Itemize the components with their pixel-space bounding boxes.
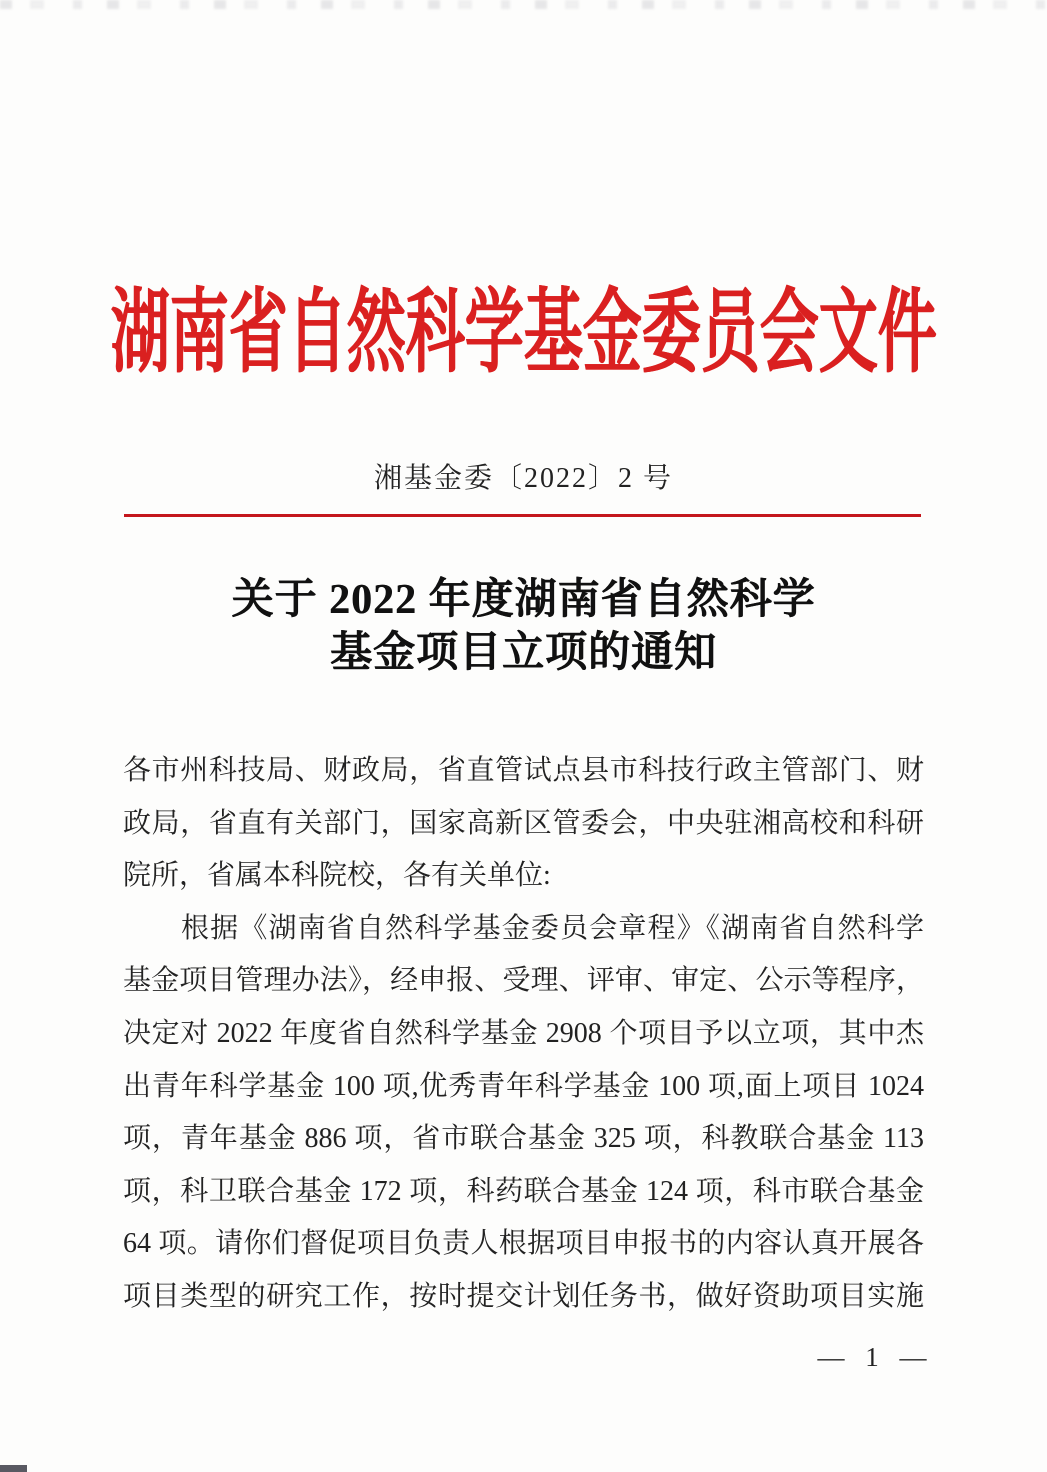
body-line: 各市州科技局、财政局，省直管试点县市科技行政主管部门、财 bbox=[123, 755, 924, 786]
body-line: 决定对 2022 年度省自然科学基金 2908 个项目予以立项，其中杰 bbox=[123, 1017, 924, 1049]
notice-title bbox=[0, 574, 1047, 680]
scan-artifact-corner bbox=[0, 1465, 27, 1472]
red-rule-divider bbox=[124, 514, 921, 517]
body-line: 项目类型的研究工作，按时提交计划任务书，做好资助项目实施 bbox=[123, 1280, 924, 1312]
notice-title-line2: 基金项目立项的通知 bbox=[329, 630, 717, 676]
doc-number: 湘基金委〔2022〕2 号 bbox=[373, 463, 673, 494]
body-line: 项，科卫联合基金 172 项，科药联合基金 124 项，科市联合基金 bbox=[123, 1175, 924, 1207]
scan-artifact-top bbox=[0, 0, 1047, 9]
body-line: 出青年科学基金 100 项,优秀青年科学基金 100 项,面上项目 1024 bbox=[123, 1070, 924, 1102]
body-line: 根据《湖南省自然科学基金委员会章程》《湖南省自然科学 bbox=[181, 912, 924, 944]
body-line: 64 项。请你们督促项目负责人根据项目申报书的内容认真开展各 bbox=[123, 1228, 924, 1260]
masthead-title: 湖南省自然科学基金委员会文件 bbox=[110, 281, 937, 384]
notice-title-line1: 关于 2022 年度湖南省自然科学 bbox=[231, 577, 816, 623]
body-text bbox=[123, 745, 924, 1324]
page-number: — 1 — bbox=[817, 1342, 934, 1372]
body-line: 政局，省直有关部门，国家高新区管委会，中央驻湘高校和科研 bbox=[123, 807, 924, 839]
body-line: 项，青年基金 886 项，省市联合基金 325 项，科教联合基金 113 bbox=[123, 1123, 924, 1155]
body-line: 院所，省属本科院校，各有关单位: bbox=[123, 860, 551, 892]
body-line: 基金项目管理办法》，经申报、受理、评审、审定、公示等程序， bbox=[123, 965, 924, 997]
